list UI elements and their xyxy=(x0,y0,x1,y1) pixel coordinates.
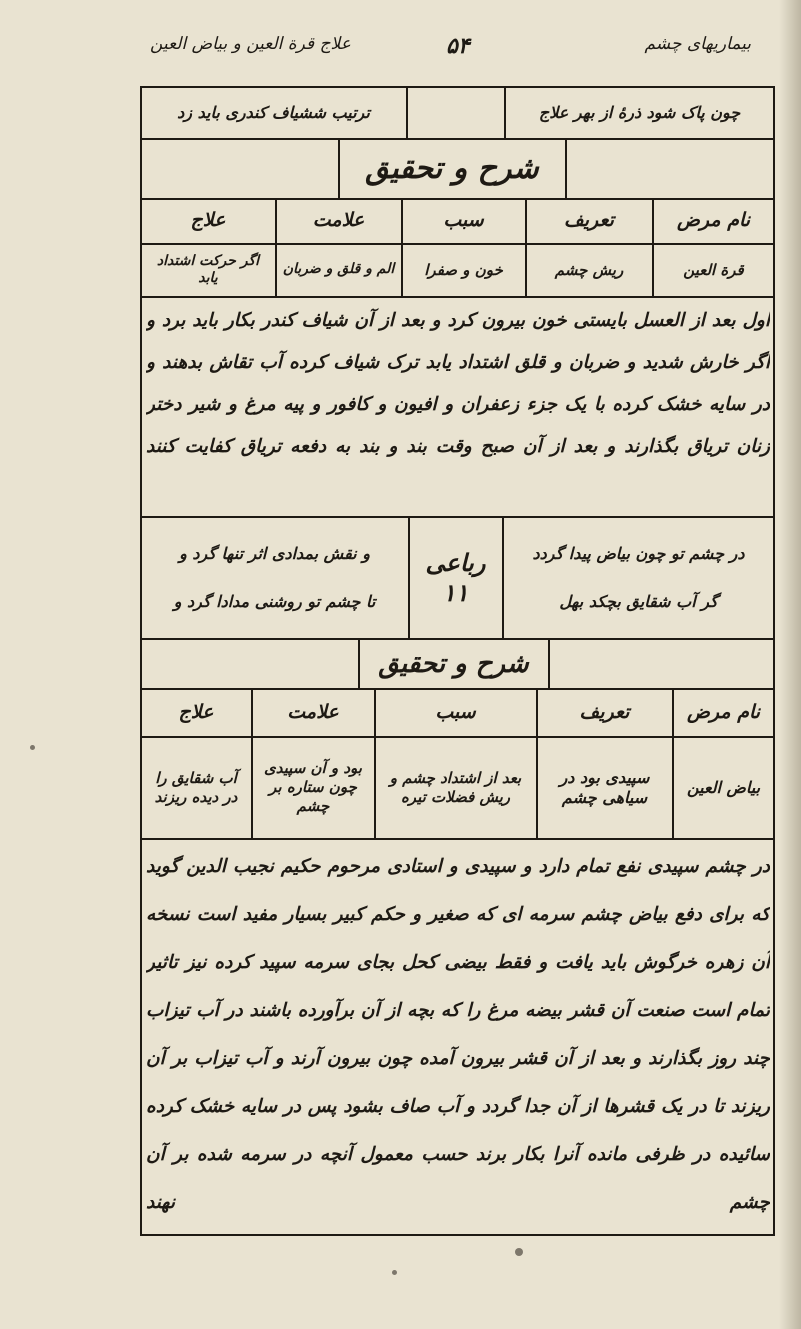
ink-speck xyxy=(30,745,35,750)
rubai-left-line2: تا چشم تو روشنی مدادا گرد و xyxy=(173,592,376,611)
s1-value-definition: ریش چشم xyxy=(554,260,624,279)
s1-value-symptom: الم و قلق و ضربان xyxy=(282,261,395,278)
s1-value-disease: قرة العین xyxy=(683,260,744,279)
s2-header-definition: تعریف xyxy=(579,700,630,723)
page-edge-shadow xyxy=(779,0,801,1329)
rubai-right-line1: در چشم تو چون بیاض پیدا گردد xyxy=(532,544,745,563)
s1-value-treatment: اگر حرکت اشتداد یابد xyxy=(156,252,260,286)
rubai-right xyxy=(504,518,773,638)
s1-header-disease: نام مرض xyxy=(676,209,751,232)
s1-header-treatment: علاج xyxy=(190,209,226,232)
top-right-verse: چون پاک شود ذرهٔ از بهر علاج xyxy=(538,103,741,122)
ink-speck xyxy=(515,1248,523,1256)
s2-header-cause: سبب xyxy=(435,700,476,723)
top-left-verse: ترتیب ششیاف کندری باید زد xyxy=(177,103,370,122)
s2-value-cause: بعد از اشتداد چشم و ریش فضلات تیره xyxy=(389,768,522,806)
s1-header-symptom: علامت xyxy=(312,209,365,232)
ink-speck xyxy=(392,1270,397,1275)
section2-title: شرح و تحقیق xyxy=(378,648,529,679)
s2-value-treatment: آب شقایق را در دیده ریزند xyxy=(154,768,238,806)
section1-title: شرح و تحقیق xyxy=(365,151,539,187)
s1-header-cause: سبب xyxy=(443,209,484,232)
rubai-number: ۱۱ xyxy=(442,579,469,607)
rubai-left-line1: و نقش بمدادی اثر تنها گرد و xyxy=(179,544,370,563)
rubai-left xyxy=(142,518,407,638)
s1-value-cause: خون و صفرا xyxy=(424,260,503,279)
s2-value-disease: بیاض العین xyxy=(686,777,761,797)
rubai-right-line2: گر آب شقایق بچکد بهل xyxy=(559,592,718,611)
header-left-title: علاج قرة العین و بیاض العین xyxy=(150,34,351,54)
s2-header-treatment: علاج xyxy=(178,700,214,723)
section1-paragraph: اول بعد از العسل بایستی خون بیرون کرد و بعد از آن شیاف کندر بکار باید برد و اگر خارش شدید و ضربان و قلق اشتداد یابد ترک شیاف کرده آب تقاش بدهند و در سایه خشک کرده با یک جزء زعفران و افیون و کافور و پیه مرغ و شیر دختر زنان تریاق بگذارند و بعد از آن صبح وقت بند و بند به دفعه تریاق کفایت کنند xyxy=(146,310,770,457)
page-number: ۵۴ xyxy=(446,34,470,59)
s2-header-symptom: علامت xyxy=(287,700,339,723)
s2-value-symptom: بود و آن سپیدی چون ستاره بر چشم xyxy=(264,759,362,815)
rubai-label: رباعی xyxy=(425,549,486,577)
s2-header-disease: نام مرض xyxy=(686,700,761,723)
s2-value-definition: سپیدی بود در سیاهی چشم xyxy=(559,767,650,807)
header-right-title: بیماریهای چشم xyxy=(644,34,751,54)
rubai-label-cell xyxy=(410,518,501,638)
s1-header-definition: تعریف xyxy=(564,209,614,232)
section2-paragraph: در چشم سپیدی نفع تمام دارد و سپیدی و استادی مرحوم حکیم نجیب الدین گوید که برای دفع بیاض چشم سرمه ای که صغیر و حکم کبیر بسیار مفید است نسخه آن زهره خرگوش باید یافت و فقط بیضی کحل بجای سرمه سپید کرده نیز تاثیر تمام است صنعت آن قشر بیضه مرغ را که بچه از آن برآورده باشند در آب تیزاب چند روز بگذارند و بعد از آن قشر بیرون آمده چون بیرون آرند و آب تیزاب بر آن ریزند تا در یک قشرها از آن جدا گردد و آب صاف بشود پس در سایه خشک کرده سائیده در ظرفی مانده آنرا بکار برند حسب معمول آنچه در سرمه شده بر آن چشم نهند xyxy=(146,856,770,1213)
